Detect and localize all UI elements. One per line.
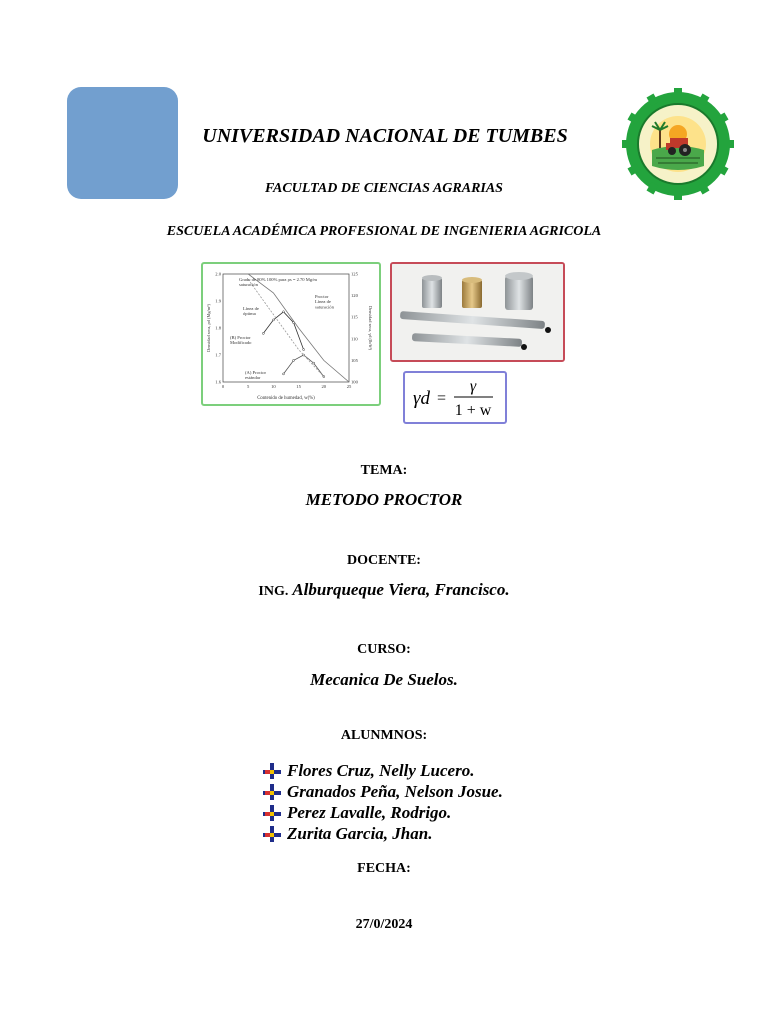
x-tick-label: 15 (296, 384, 301, 389)
list-item (263, 781, 503, 802)
chart-series-line (263, 312, 303, 350)
list-item (263, 802, 503, 823)
formula-lhs: γd (413, 388, 430, 409)
student-name: Flores Cruz, Nelly Lucero. (287, 760, 475, 780)
proctor-equipment-photo (390, 262, 565, 362)
chart-label-standard: (A) Proctor estándar (245, 370, 267, 381)
chart-data-point (293, 359, 295, 361)
chart-series (248, 274, 349, 382)
mold-small-icon (422, 275, 442, 308)
chart-ylabel-left: Densidad seca, ρd (Mg/m³) (206, 304, 211, 352)
seal-field-icon (652, 146, 704, 170)
curso-label: CURSO: (357, 642, 411, 657)
formula-equals: = (437, 390, 447, 407)
chart-series-line (248, 274, 349, 382)
school-name: ESCUELA ACADÉMICA PROFESIONAL DE INGENIERIA AGRICOLA (166, 224, 602, 239)
chart-label-proctor-line: Proctor Línea de saturación (315, 294, 334, 310)
chart-data-point (262, 332, 264, 334)
chart-series-line (284, 355, 324, 377)
docente-line (0, 580, 768, 600)
docente-name: Alburqueque Viera, Francisco. (292, 580, 510, 599)
chart-data-point (303, 349, 305, 351)
y-tick-label: 1.8 (215, 325, 221, 331)
y-right-tick-label: 125 (351, 271, 358, 277)
curso-value: Mecanica De Suelos. (310, 670, 458, 689)
chart-legend-sat: saturación (239, 282, 258, 287)
mold-brass-icon (462, 277, 482, 308)
y-tick-label: 1.9 (215, 298, 221, 304)
cross-bullet-icon (263, 826, 281, 842)
chart-xlabel: Contenido de humedad, w(%) (257, 396, 315, 401)
tema-value: METODO PROCTOR (305, 490, 463, 509)
x-tick-label: 20 (321, 384, 327, 389)
y-tick-label: 1.7 (215, 352, 221, 358)
x-tick-label: 0 (221, 384, 225, 389)
proctor-equipment-illustration (392, 264, 563, 360)
chart-ylabel-right: Densidad seca, γd (lb/ft³) (368, 305, 373, 351)
student-list (263, 760, 503, 844)
x-tick-label: 25 (346, 384, 352, 389)
university-title: UNIVERSIDAD NACIONAL DE TUMBES (202, 125, 568, 147)
chart-label-optimal: Línea de óptima (243, 306, 259, 317)
y-right-tick-label: 115 (351, 314, 358, 320)
cross-bullet-icon (263, 805, 281, 821)
cross-bullet-icon (263, 784, 281, 800)
x-tick-label: 5 (247, 384, 250, 389)
proctor-chart-frame (201, 262, 381, 406)
chart-data-point (272, 319, 274, 321)
mold-large-icon (505, 272, 533, 310)
formula-denominator: 1 + w (454, 402, 492, 419)
faculty-name: FACULTAD DE CIENCIAS AGRARIAS (265, 181, 503, 196)
tema-label: TEMA: (360, 463, 408, 478)
chart-data-point (313, 362, 315, 364)
chart-label-modified: (B) Proctor Modificado (230, 335, 252, 346)
fecha-label: FECHA: (357, 861, 411, 876)
student-name: Granados Peña, Nelson Josue. (287, 781, 503, 801)
y-right-tick-label: 105 (351, 357, 358, 363)
list-item (263, 760, 503, 781)
y-right-tick-label: 110 (351, 336, 358, 342)
list-item (263, 823, 503, 844)
docente-label: DOCENTE: (347, 553, 421, 568)
y-right-tick-label: 120 (351, 293, 358, 299)
fecha-value: 27/0/2024 (355, 917, 413, 932)
alumnos-label: ALUNMNOS: (340, 728, 428, 743)
docente-prefix: ING. (258, 584, 289, 599)
y-right-tick-label: 100 (351, 379, 358, 385)
y-tick-label: 2.0 (215, 271, 221, 277)
dry-density-formula (403, 371, 507, 424)
cross-bullet-icon (263, 763, 281, 779)
x-tick-label: 10 (271, 384, 276, 389)
student-name: Zurita Garcia, Jhan. (287, 823, 433, 843)
chart-data-point (282, 373, 284, 375)
formula-svg (405, 373, 505, 422)
formula-numerator: γ (469, 378, 477, 395)
y-tick-label: 1.6 (215, 379, 221, 385)
proctor-chart (203, 264, 379, 404)
chart-data-point (282, 311, 284, 313)
chart-legend-top: Grado de 80% 100% para ρs = 2.70 Mg/m (239, 277, 317, 282)
student-name: Perez Lavalle, Rodrigo. (287, 802, 452, 822)
